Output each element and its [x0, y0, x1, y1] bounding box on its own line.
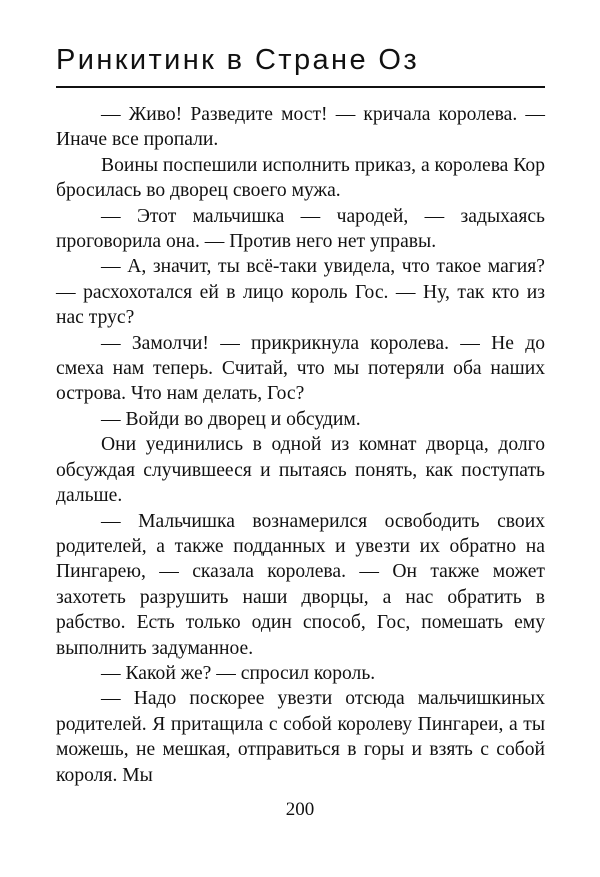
paragraph: — Надо поскорее увезти отсюда мальчишкиных родителей. Я притащила с собой королеву Пингареи, а ты можешь, не мешкая, отправиться в горы и взять с собой короля. Мы: [56, 688, 545, 786]
paragraph: — Какой же? — спросил король.: [101, 662, 376, 684]
paragraph: Воины поспешили исполнить приказ, а королева Кор бросилась во дворец своего мужа.: [56, 154, 545, 202]
paragraph: — Живо! Разведите мост! — кричала королева. — Иначе все пропали.: [56, 104, 545, 151]
paragraph: — Замолчи! — прикрикнула королева. — Не до смеха нам теперь. Считай, что мы потеряли оба наших острова. Что нам делать, Гос?: [56, 332, 545, 405]
paragraph: — Войди во дворец и обсудим.: [101, 408, 361, 430]
running-head-title: Ринкитинк в Стране Оз: [56, 44, 420, 76]
body-text: [56, 102, 545, 788]
paragraph: — Мальчишка вознамерился освободить своих родителей, а также подданных и увезти их обратно на Пингарею, — сказала королева. — Он также может захотеть разрушить наши дворцы, а нас обратить в рабство. Есть только один способ, Гос, помешать ему выполнить задуманное.: [56, 510, 545, 659]
page-number: 200: [285, 799, 315, 820]
paragraph: — Этот мальчишка — чародей, — задыхаясь проговорила она. — Против него нет управы.: [56, 205, 545, 253]
header-divider: [56, 86, 545, 88]
paragraph: Они уединились в одной из комнат дворца, долго обсуждая случившееся и пытаясь понять, как поступать дальше.: [56, 434, 545, 507]
paragraph: — А, значит, ты всё-таки увидела, что такое магия? — расхохотался ей в лицо король Гос. — Ну, так кто из нас трус?: [56, 256, 545, 329]
